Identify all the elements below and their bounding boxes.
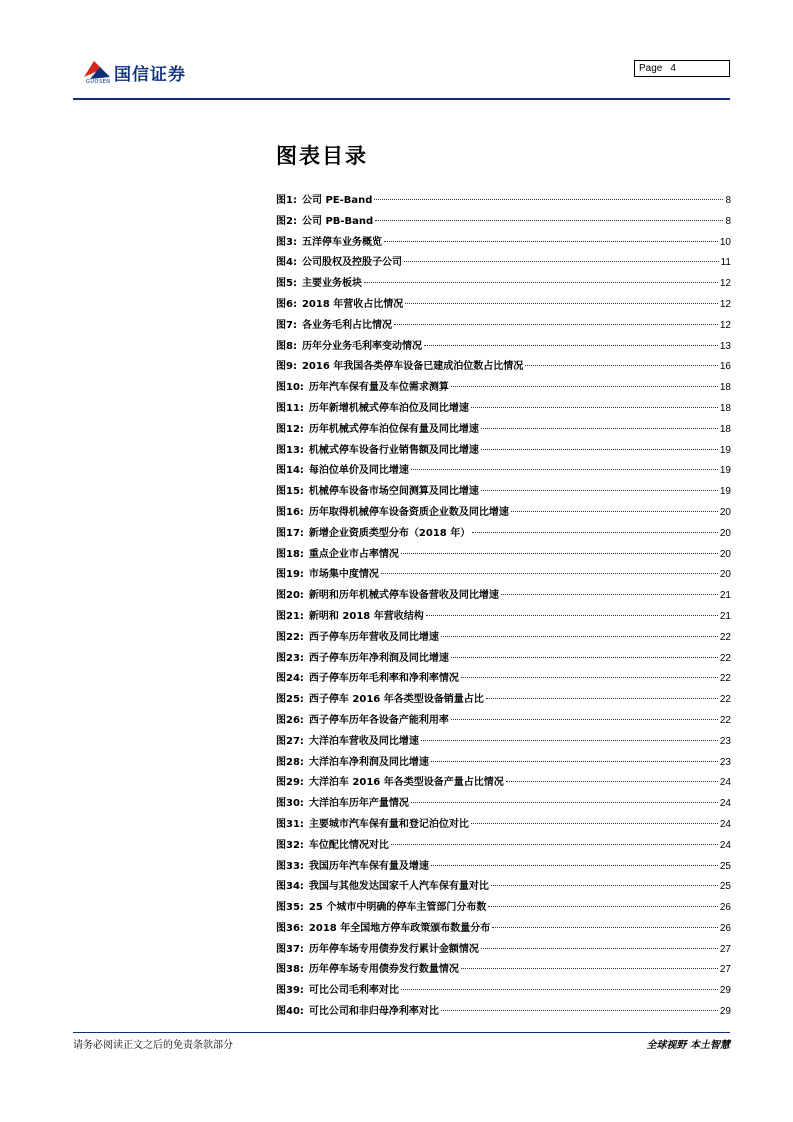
toc-entry-page: 23 <box>719 756 731 768</box>
toc-leader-dots <box>501 594 718 595</box>
toc-entry-title: 历年新增机械式停车泊位及同比增速 <box>308 402 469 414</box>
toc-entry-title: 西子停车 2016 年各类型设备销量占比 <box>308 694 484 706</box>
toc-leader-dots <box>431 761 718 762</box>
toc-entry-title: 历年汽车保有量及车位需求测算 <box>308 382 449 394</box>
toc-entry[interactable] <box>276 461 731 482</box>
toc-leader-dots <box>441 1010 718 1011</box>
toc-entry-label: 图12: <box>276 423 304 435</box>
toc-entry-page: 26 <box>719 922 731 934</box>
toc-entry-title: 西子停车历年营收及同比增速 <box>308 631 439 643</box>
toc-entry[interactable] <box>276 960 731 981</box>
toc-list <box>276 191 731 1023</box>
toc-entry-page: 22 <box>719 631 731 643</box>
toc-entry-page: 12 <box>719 319 731 331</box>
toc-entry-label: 图7: <box>276 319 297 331</box>
toc-entry-label: 图40: <box>276 1006 304 1018</box>
toc-entry-page: 25 <box>719 881 731 893</box>
toc-entry-page: 12 <box>719 298 731 310</box>
toc-entry-page: 23 <box>719 735 731 747</box>
toc-entry[interactable] <box>276 545 731 566</box>
footer-disclaimer: 请务必阅读正文之后的免责条款部分 <box>73 1040 233 1051</box>
toc-entry[interactable] <box>276 586 731 607</box>
toc-entry-label: 图6: <box>276 298 297 310</box>
toc-entry-label: 图35: <box>276 902 304 914</box>
toc-entry[interactable] <box>276 316 731 337</box>
toc-entry-page: 8 <box>725 195 731 206</box>
toc-entry-label: 图24: <box>276 673 304 685</box>
toc-entry-label: 图8: <box>276 340 297 352</box>
toc-entry-label: 图36: <box>276 922 304 934</box>
toc-entry-label: 图18: <box>276 548 304 560</box>
toc-entry-label: 图22: <box>276 631 304 643</box>
toc-entry-label: 图37: <box>276 943 304 955</box>
toc-entry-label: 图25: <box>276 694 304 706</box>
toc-entry-label: 图16: <box>276 506 304 518</box>
toc-leader-dots <box>404 261 719 262</box>
toc-leader-dots <box>481 490 718 491</box>
toc-entry[interactable] <box>276 233 731 254</box>
toc-entry-title: 机械式停车设备行业销售额及同比增速 <box>308 444 479 456</box>
toc-entry[interactable] <box>276 794 731 815</box>
toc-entry[interactable] <box>276 565 731 586</box>
toc-leader-dots <box>461 677 718 678</box>
toc-entry[interactable] <box>276 1002 731 1023</box>
toc-entry-page: 18 <box>719 402 731 414</box>
toc-entry[interactable] <box>276 295 731 316</box>
logo-company-sub: GUOSEN <box>86 79 111 85</box>
toc-leader-dots <box>461 968 718 969</box>
toc-entry-title: 可比公司和非归母净利率对比 <box>308 1006 439 1018</box>
toc-leader-dots <box>431 865 718 866</box>
toc-entry-page: 22 <box>719 694 731 706</box>
toc-leader-dots <box>441 636 718 637</box>
toc-entry-title: 2018 年营收占比情况 <box>301 298 404 310</box>
toc-entry-label: 图1: <box>276 195 297 206</box>
toc-entry-page: 25 <box>719 860 731 872</box>
toc-leader-dots <box>481 449 718 450</box>
company-logo <box>80 57 210 87</box>
toc-entry-page: 18 <box>719 382 731 394</box>
toc-leader-dots <box>401 989 718 990</box>
toc-leader-dots <box>471 407 718 408</box>
toc-entry-label: 图38: <box>276 964 304 976</box>
toc-leader-dots <box>426 615 718 616</box>
toc-entry[interactable] <box>276 732 731 753</box>
toc-entry-title: 每泊位单价及同比增速 <box>308 465 409 477</box>
toc-leader-dots <box>491 885 718 886</box>
footer-slogan: 全球视野 本土智慧 <box>646 1040 730 1051</box>
toc-leader-dots <box>411 469 718 470</box>
toc-entry[interactable] <box>276 669 731 690</box>
toc-entry-page: 19 <box>719 486 731 498</box>
toc-leader-dots <box>405 303 718 304</box>
toc-entry-page: 24 <box>719 818 731 830</box>
toc-entry-title: 历年停车场专用债券发行数量情况 <box>308 964 459 976</box>
toc-leader-dots <box>424 345 718 346</box>
page-label: Page <box>639 63 663 74</box>
toc-entry-title: 公司 PB-Band <box>301 215 374 227</box>
toc-entry[interactable] <box>276 711 731 732</box>
toc-entry-label: 图28: <box>276 756 304 768</box>
toc-entry[interactable] <box>276 253 731 274</box>
toc-leader-dots <box>391 844 718 845</box>
toc-leader-dots <box>375 220 723 221</box>
toc-entry[interactable] <box>276 981 731 1002</box>
toc-entry-page: 20 <box>719 506 731 518</box>
toc-entry-title: 各业务毛利占比情况 <box>301 319 392 331</box>
toc-entry-page: 16 <box>719 361 731 373</box>
toc-entry-title: 2018 年全国地方停车政策颁布数量分布 <box>308 922 491 934</box>
toc-entry-title: 大洋泊车净利润及同比增速 <box>308 756 429 768</box>
toc-leader-dots <box>411 802 718 803</box>
toc-entry-title: 五洋停车业务概览 <box>301 236 382 248</box>
toc-leader-dots <box>525 365 718 366</box>
toc-entry[interactable] <box>276 357 731 378</box>
toc-entry-title: 新明和历年机械式停车设备营收及同比增速 <box>308 590 499 602</box>
toc-leader-dots <box>471 823 718 824</box>
toc-entry-title: 历年取得机械停车设备资质企业数及同比增速 <box>308 506 509 518</box>
toc-leader-dots <box>384 241 718 242</box>
toc-leader-dots <box>486 698 718 699</box>
toc-entry-title: 可比公司毛利率对比 <box>308 985 399 997</box>
toc-entry-page: 26 <box>719 902 731 914</box>
toc-entry-page: 20 <box>719 569 731 581</box>
toc-entry-title: 重点企业市占率情况 <box>308 548 399 560</box>
toc-entry-label: 图27: <box>276 735 304 747</box>
toc-entry[interactable] <box>276 690 731 711</box>
toc-entry-page: 21 <box>719 610 731 622</box>
page-indicator <box>634 60 730 77</box>
toc-entry-page: 21 <box>719 590 731 602</box>
toc-leader-dots <box>374 199 723 200</box>
toc-entry[interactable] <box>276 649 731 670</box>
toc-entry-label: 图23: <box>276 652 304 664</box>
toc-entry-label: 图19: <box>276 569 304 581</box>
toc-entry-title: 西子停车历年净利润及同比增速 <box>308 652 449 664</box>
toc-entry-label: 图15: <box>276 486 304 498</box>
toc-entry[interactable] <box>276 191 731 212</box>
toc-entry-label: 图14: <box>276 465 304 477</box>
toc-entry-title: 大洋泊车营收及同比增速 <box>308 735 419 747</box>
toc-leader-dots <box>451 719 718 720</box>
toc-entry-page: 20 <box>719 548 731 560</box>
toc-entry-title: 新增企业资质类型分布（2018 年） <box>308 527 471 539</box>
toc-entry[interactable] <box>276 420 731 441</box>
page-number: 4 <box>670 63 676 74</box>
footer-divider <box>73 1032 730 1033</box>
toc-entry-page: 29 <box>719 1006 731 1018</box>
toc-entry-title: 车位配比情况对比 <box>308 839 389 851</box>
toc-entry-label: 图2: <box>276 215 297 227</box>
toc-entry[interactable] <box>276 337 731 358</box>
toc-entry-label: 图5: <box>276 278 297 290</box>
toc-leader-dots <box>492 927 718 928</box>
toc-entry-label: 图29: <box>276 777 304 789</box>
toc-leader-dots <box>421 740 718 741</box>
logo-company-name: 国信证券 <box>114 65 186 85</box>
toc-entry-label: 图3: <box>276 236 297 248</box>
toc-leader-dots <box>381 573 718 574</box>
toc-entry-page: 12 <box>719 278 731 290</box>
toc-entry-title: 大洋泊车历年产量情况 <box>308 798 409 810</box>
toc-entry-label: 图30: <box>276 798 304 810</box>
toc-entry[interactable] <box>276 773 731 794</box>
toc-entry[interactable] <box>276 940 731 961</box>
toc-entry[interactable] <box>276 815 731 836</box>
toc-entry-label: 图17: <box>276 527 304 539</box>
toc-entry[interactable] <box>276 503 731 524</box>
toc-entry-page: 10 <box>719 236 731 248</box>
toc-leader-dots <box>488 906 718 907</box>
toc-entry[interactable] <box>276 753 731 774</box>
toc-entry-title: 历年停车场专用债券发行累计金额情况 <box>308 943 479 955</box>
toc-leader-dots <box>401 553 718 554</box>
toc-entry[interactable] <box>276 898 731 919</box>
toc-entry-label: 图9: <box>276 361 297 373</box>
toc-leader-dots <box>481 948 718 949</box>
toc-entry[interactable] <box>276 212 731 233</box>
toc-entry-title: 市场集中度情况 <box>308 569 379 581</box>
toc-entry-title: 我国历年汽车保有量及增速 <box>308 860 429 872</box>
toc-leader-dots <box>451 386 718 387</box>
toc-entry-label: 图13: <box>276 444 304 456</box>
toc-leader-dots <box>394 324 718 325</box>
toc-entry-label: 图26: <box>276 714 304 726</box>
toc-entry[interactable] <box>276 877 731 898</box>
toc-entry-page: 19 <box>719 444 731 456</box>
toc-entry-title: 2016 年我国各类停车设备已建成泊位数占比情况 <box>301 361 524 373</box>
toc-entry-title: 西子停车历年各设备产能利用率 <box>308 714 449 726</box>
toc-entry-label: 图32: <box>276 839 304 851</box>
toc-entry[interactable] <box>276 628 731 649</box>
toc-entry[interactable] <box>276 399 731 420</box>
toc-entry[interactable] <box>276 607 731 628</box>
toc-leader-dots <box>481 428 718 429</box>
toc-leader-dots <box>451 657 718 658</box>
toc-entry-label: 图34: <box>276 881 304 893</box>
toc-entry[interactable] <box>276 857 731 878</box>
toc-leader-dots <box>472 532 718 533</box>
toc-entry-page: 19 <box>719 465 731 477</box>
toc-entry-title: 新明和 2018 年营收结构 <box>308 610 424 622</box>
toc-entry-title: 主要城市汽车保有量和登记泊位对比 <box>308 818 469 830</box>
toc-entry-page: 22 <box>719 673 731 685</box>
toc-entry-label: 图21: <box>276 610 304 622</box>
toc-entry-title: 西子停车历年毛利率和净利率情况 <box>308 673 459 685</box>
toc-entry-page: 22 <box>719 652 731 664</box>
toc-entry-page: 11 <box>720 257 731 269</box>
toc-entry[interactable] <box>276 441 731 462</box>
toc-entry-page: 27 <box>719 964 731 976</box>
toc-entry-label: 图39: <box>276 985 304 997</box>
toc-entry-label: 图20: <box>276 590 304 602</box>
toc-title: 图表目录 <box>276 144 368 168</box>
toc-leader-dots <box>511 511 718 512</box>
toc-entry-title: 我国与其他发达国家千人汽车保有量对比 <box>308 881 489 893</box>
toc-entry[interactable] <box>276 524 731 545</box>
toc-leader-dots <box>364 282 718 283</box>
toc-entry-label: 图4: <box>276 257 297 269</box>
toc-entry-title: 大洋泊车 2016 年各类型设备产量占比情况 <box>308 777 504 789</box>
toc-entry-page: 20 <box>719 527 731 539</box>
toc-entry-page: 24 <box>719 839 731 851</box>
toc-entry[interactable] <box>276 274 731 295</box>
toc-entry-page: 24 <box>719 777 731 789</box>
toc-entry-label: 图10: <box>276 382 304 394</box>
toc-entry-title: 机械停车设备市场空间测算及同比增速 <box>308 486 479 498</box>
toc-entry-title: 历年机械式停车泊位保有量及同比增速 <box>308 423 479 435</box>
toc-entry-title: 主要业务板块 <box>301 278 362 290</box>
toc-entry-page: 27 <box>719 943 731 955</box>
toc-entry-label: 图31: <box>276 818 304 830</box>
toc-entry-page: 18 <box>719 423 731 435</box>
toc-entry-page: 8 <box>725 215 731 227</box>
toc-entry-title: 历年分业务毛利率变动情况 <box>301 340 422 352</box>
toc-entry[interactable] <box>276 482 731 503</box>
header-divider <box>73 98 730 100</box>
toc-entry-label: 图33: <box>276 860 304 872</box>
toc-entry-page: 13 <box>719 340 731 352</box>
toc-entry-label: 图11: <box>276 402 304 414</box>
toc-entry-page: 22 <box>719 714 731 726</box>
toc-leader-dots <box>506 781 718 782</box>
toc-entry-title: 公司 PE-Band <box>301 195 373 206</box>
toc-entry[interactable] <box>276 919 731 940</box>
toc-entry-title: 公司股权及控股子公司 <box>301 257 402 269</box>
toc-entry-title: 25 个城市中明确的停车主管部门分布数 <box>308 902 487 914</box>
toc-entry-page: 24 <box>719 798 731 810</box>
toc-entry-page: 29 <box>719 985 731 997</box>
toc-entry[interactable] <box>276 836 731 857</box>
toc-entry[interactable] <box>276 378 731 399</box>
